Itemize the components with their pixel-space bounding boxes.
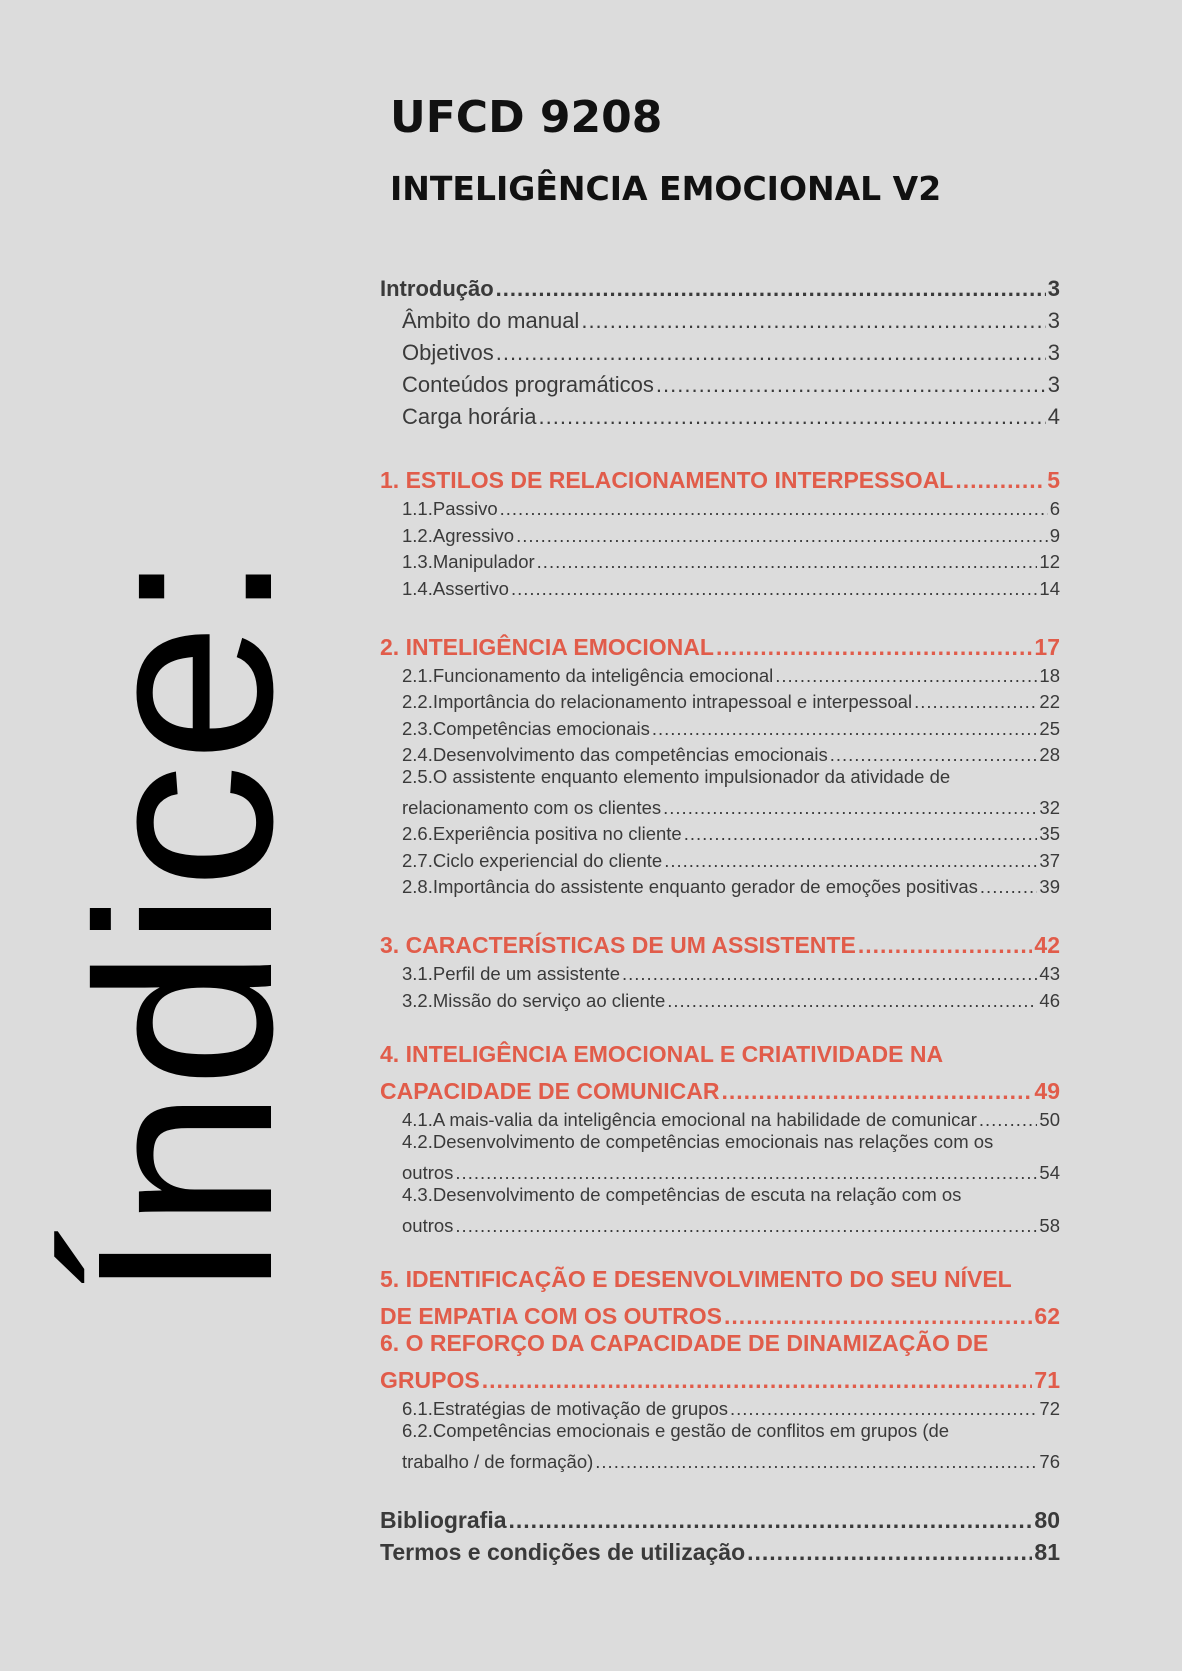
toc-entry-2-4[interactable]	[380, 740, 1060, 766]
toc-entry-title: 2.2.Importância do relacionamento intrapessoal e interpessoal	[402, 691, 913, 713]
toc-page-number: 22	[1039, 691, 1060, 713]
toc-leader	[721, 1078, 1032, 1105]
toc-entry-title: 2.6.Experiência positiva no cliente	[402, 823, 682, 845]
toc-entry-4-2[interactable]	[380, 1158, 1060, 1184]
toc-page-number: 43	[1039, 963, 1060, 985]
toc-leader	[496, 276, 1046, 302]
toc-entry-title: 6.1.Estratégias de motivação de grupos	[402, 1398, 728, 1420]
toc-entry-4-2-line1[interactable]: 4.2.Desenvolvimento de competências emocionais nas relações com os	[402, 1131, 994, 1153]
ufcd-code: UFCD 9208	[390, 92, 663, 143]
toc-leader	[482, 1367, 1033, 1394]
toc-page-number: 3	[1047, 308, 1060, 333]
toc-leader	[581, 308, 1045, 334]
toc-section-1[interactable]	[380, 462, 1060, 494]
document-header	[390, 92, 941, 208]
toc-page-number: 37	[1039, 849, 1060, 871]
toc-entry-2-3[interactable]	[380, 713, 1060, 739]
toc-page-number: 62	[1034, 1302, 1060, 1329]
toc-leader	[730, 1398, 1037, 1420]
toc-entry-title: 1.1.Passivo	[402, 498, 498, 520]
toc-entry-conteudos[interactable]	[380, 366, 1060, 398]
toc-section-title: DE EMPATIA COM OS OUTROS	[380, 1302, 723, 1329]
toc-page-number: 35	[1039, 823, 1060, 845]
toc-leader	[980, 876, 1038, 898]
toc-page-number: 3	[1047, 372, 1060, 397]
toc-page-number: 18	[1039, 664, 1060, 686]
toc-page-number: 28	[1039, 744, 1060, 766]
toc-entry-title: outros	[402, 1162, 454, 1184]
toc-entry-1-2[interactable]	[380, 520, 1060, 546]
toc-section-title: 2. INTELIGÊNCIA EMOCIONAL	[380, 633, 714, 660]
toc-entry-6-1[interactable]	[380, 1394, 1060, 1420]
toc-entry-6-2-line1[interactable]: 6.2.Competências emocionais e gestão de conflitos em grupos (de	[402, 1420, 950, 1442]
toc-page-number: 42	[1034, 932, 1060, 959]
toc-entry-2-8[interactable]	[380, 872, 1060, 898]
toc-leader	[516, 525, 1048, 547]
toc-leader	[496, 340, 1046, 366]
toc-leader	[663, 797, 1037, 819]
toc-leader	[979, 1109, 1038, 1131]
toc-page-number: 25	[1039, 717, 1060, 739]
toc-leader	[509, 1507, 1033, 1534]
toc-entry-title: Conteúdos programáticos	[402, 372, 654, 397]
toc-entry-title: 1.4.Assertivo	[402, 577, 509, 599]
toc-page-number: 76	[1039, 1450, 1060, 1472]
toc-entry-title: 2.7.Ciclo experiencial do cliente	[402, 849, 663, 871]
toc-section-title: CAPACIDADE DE COMUNICAR	[380, 1077, 720, 1104]
toc-entry-title: Termos e condições de utilização	[380, 1538, 746, 1565]
toc-entry-title: Bibliografia	[380, 1506, 507, 1533]
toc-section-title: 1. ESTILOS DE RELACIONAMENTO INTERPESSOAL	[380, 467, 954, 493]
toc-section-6-line1[interactable]: 6. O REFORÇO DA CAPACIDADE DE DINAMIZAÇÃO DE	[380, 1329, 989, 1356]
toc-page-number: 4	[1047, 404, 1060, 429]
toc-leader	[684, 823, 1038, 845]
toc-entry-4-3-line1[interactable]: 4.3.Desenvolvimento de competências de escuta na relação com os	[402, 1184, 962, 1206]
toc-leader	[914, 691, 1037, 713]
toc-page-number: 50	[1039, 1109, 1060, 1131]
toc-entry-title: 3.2.Missão do serviço ao cliente	[402, 989, 666, 1011]
toc-section-4-line1[interactable]: 4. INTELIGÊNCIA EMOCIONAL E CRIATIVIDADE NA	[380, 1040, 944, 1067]
course-title: INTELIGÊNCIA EMOCIONAL V2	[390, 169, 942, 208]
toc-page-number: 46	[1039, 989, 1060, 1011]
toc-leader	[537, 551, 1038, 573]
toc-leader	[724, 1303, 1032, 1330]
toc-page-number: 72	[1039, 1398, 1060, 1420]
toc-entry-title: Carga horária	[402, 404, 537, 429]
toc-leader	[667, 990, 1037, 1012]
toc-entry-objetivos[interactable]	[380, 334, 1060, 366]
toc-entry-2-7[interactable]	[380, 845, 1060, 871]
toc-leader	[652, 718, 1038, 740]
toc-entry-1-1[interactable]	[380, 494, 1060, 520]
toc-page-number: 81	[1034, 1538, 1060, 1565]
toc-page-number: 71	[1034, 1366, 1060, 1393]
toc-entry-title: 1.3.Manipulador	[402, 551, 535, 573]
toc-entry-title: Introdução	[380, 276, 494, 301]
toc-page-number: 54	[1039, 1162, 1060, 1184]
toc-section-5-line1[interactable]: 5. IDENTIFICAÇÃO E DESENVOLVIMENTO DO SEU NÍVEL	[380, 1265, 1012, 1292]
toc-entry-3-2[interactable]	[380, 985, 1060, 1011]
toc-section-title: GRUPOS	[380, 1366, 480, 1393]
toc-entry-termos[interactable]	[380, 1534, 1060, 1566]
toc-page-number: 58	[1039, 1214, 1060, 1236]
toc-entry-title: Âmbito do manual	[402, 308, 580, 333]
toc-entry-4-3[interactable]	[380, 1210, 1060, 1236]
toc-page-number: 14	[1039, 577, 1060, 599]
toc-entry-2-1[interactable]	[380, 661, 1060, 687]
toc-leader	[858, 932, 1033, 959]
toc-leader	[747, 1539, 1032, 1566]
toc-leader	[716, 634, 1032, 661]
toc-entry-1-4[interactable]	[380, 573, 1060, 599]
toc-page-number: 9	[1049, 524, 1060, 546]
toc-entry-4-1[interactable]	[380, 1105, 1060, 1131]
toc-entry-title: 2.3.Competências emocionais	[402, 717, 650, 739]
toc-leader	[455, 1215, 1037, 1237]
toc-entry-title: Objetivos	[402, 340, 494, 365]
toc-entry-2-5-line1[interactable]: 2.5.O assistente enquanto elemento impulsionador da atividade de	[402, 766, 951, 788]
toc-leader	[595, 1451, 1037, 1473]
toc-section-6[interactable]	[380, 1362, 1060, 1394]
toc-page-number: 39	[1039, 876, 1060, 898]
toc-page-number: 3	[1047, 276, 1060, 301]
toc-leader	[830, 744, 1038, 766]
toc-leader	[500, 498, 1048, 520]
toc-page-number: 12	[1039, 551, 1060, 573]
side-title	[45, 510, 324, 1340]
toc-entry-title: 1.2.Agressivo	[402, 524, 515, 546]
toc-page-number: 17	[1034, 633, 1060, 660]
toc-entry-title: 2.1.Funcionamento da inteligência emocional	[402, 664, 774, 686]
toc-section-title: 3. CARACTERÍSTICAS DE UM ASSISTENTE	[380, 932, 856, 959]
side-title-text: Índice:	[45, 549, 324, 1301]
toc-leader	[511, 578, 1037, 600]
table-of-contents	[380, 270, 1060, 1566]
toc-leader	[775, 665, 1037, 687]
toc-leader	[656, 372, 1046, 398]
toc-page-number: 3	[1047, 340, 1060, 365]
toc-leader	[539, 404, 1046, 430]
toc-section-4[interactable]	[380, 1073, 1060, 1105]
toc-entry-2-6[interactable]	[380, 819, 1060, 845]
toc-leader	[455, 1162, 1037, 1184]
toc-section-2[interactable]	[380, 629, 1060, 661]
toc-leader	[955, 467, 1045, 494]
toc-entry-intro[interactable]	[380, 270, 1060, 302]
toc-entry-title: 2.8.Importância do assistente enquanto gerador de emoções positivas	[402, 876, 978, 898]
toc-page-number: 5	[1047, 467, 1060, 493]
toc-page-number: 32	[1039, 796, 1060, 818]
toc-section-5[interactable]	[380, 1298, 1060, 1330]
toc-page-number: 6	[1049, 498, 1060, 520]
toc-leader	[664, 850, 1037, 872]
toc-entry-title: trabalho / de formação)	[402, 1450, 594, 1472]
toc-entry-2-2[interactable]	[380, 687, 1060, 713]
toc-section-3[interactable]	[380, 927, 1060, 959]
toc-leader	[622, 963, 1037, 985]
toc-entry-carga[interactable]	[380, 398, 1060, 430]
toc-entry-title: outros	[402, 1214, 454, 1236]
toc-entry-title: 4.1.A mais-valia da inteligência emocional na habilidade de comunicar	[402, 1109, 977, 1131]
toc-entry-ambito[interactable]	[380, 302, 1060, 334]
toc-entry-bibliografia[interactable]	[380, 1502, 1060, 1534]
toc-entry-1-3[interactable]	[380, 547, 1060, 573]
toc-entry-title: 2.4.Desenvolvimento das competências emocionais	[402, 744, 828, 766]
toc-entry-title: relacionamento com os clientes	[402, 796, 662, 818]
toc-entry-6-2[interactable]	[380, 1447, 1060, 1473]
toc-page-number: 49	[1034, 1077, 1060, 1104]
toc-entry-3-1[interactable]	[380, 959, 1060, 985]
toc-entry-2-5[interactable]	[380, 793, 1060, 819]
toc-entry-title: 3.1.Perfil de um assistente	[402, 963, 620, 985]
toc-page-number: 80	[1034, 1506, 1060, 1533]
